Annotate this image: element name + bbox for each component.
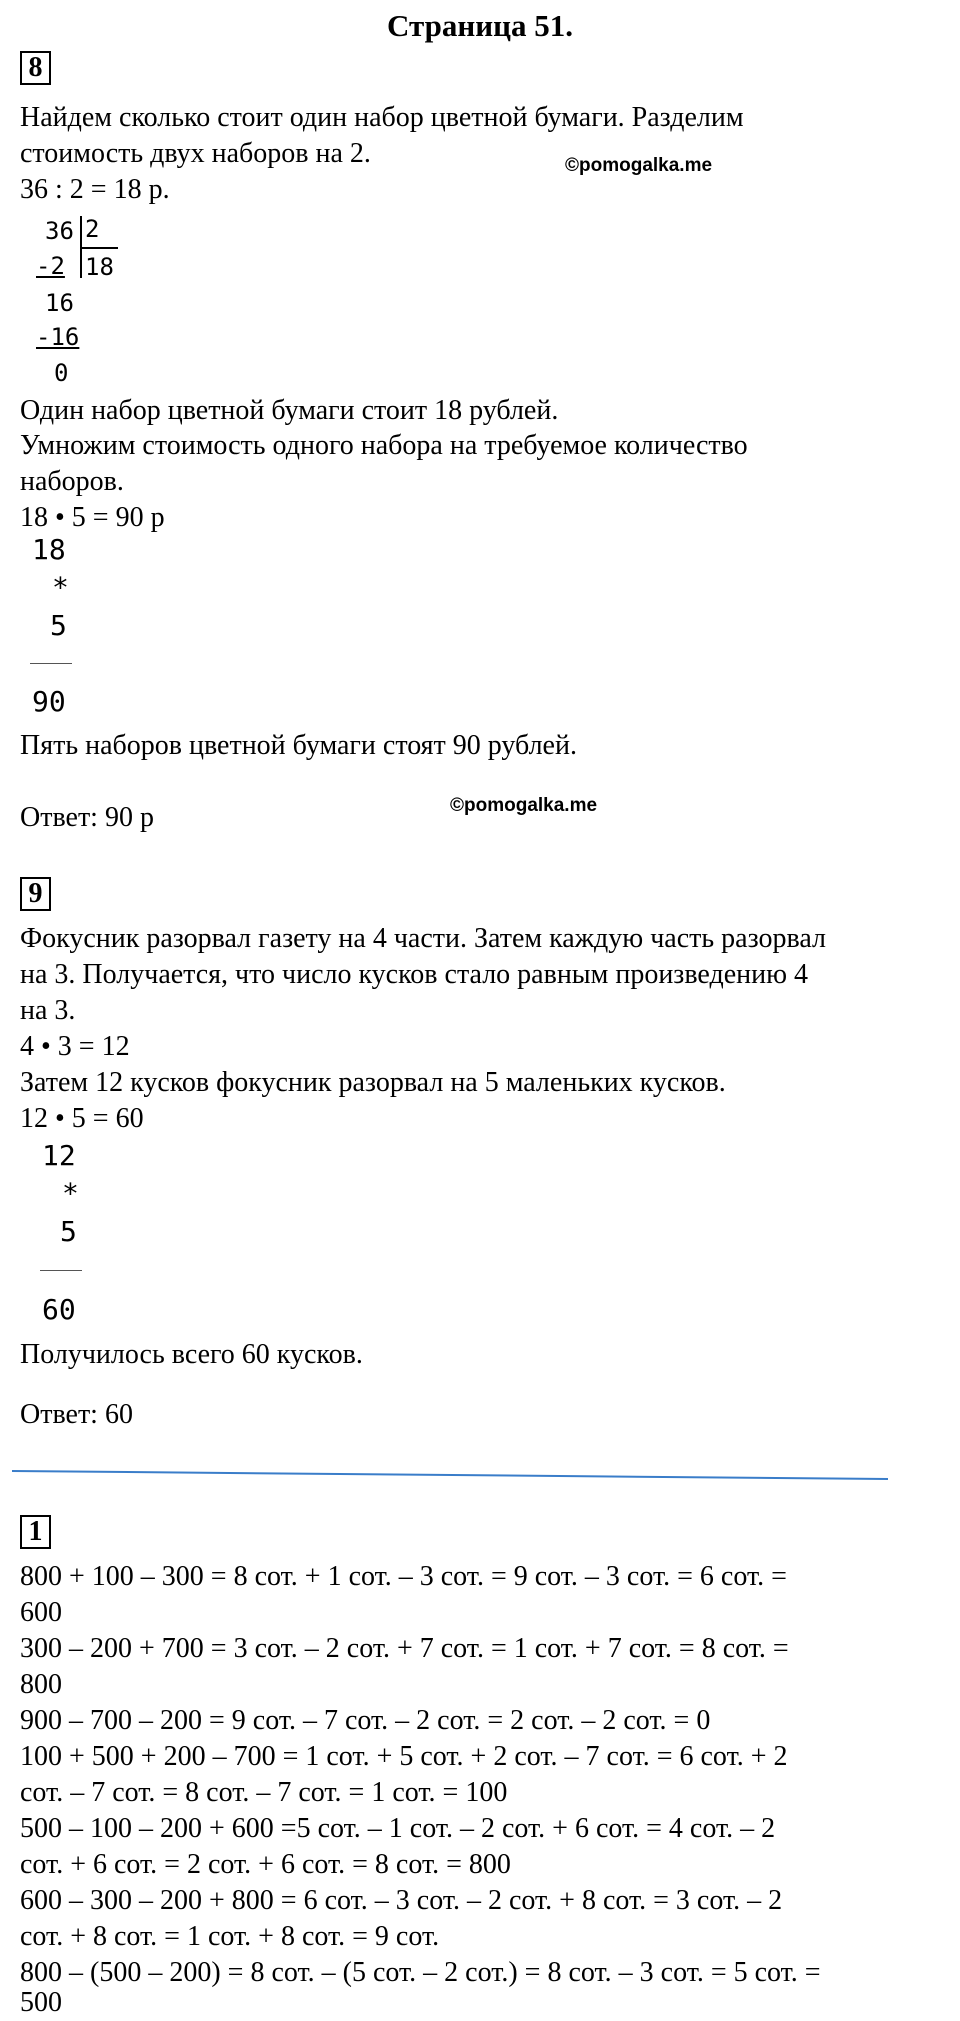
factor-2: 5 xyxy=(60,1215,77,1248)
text-line: Фокусник разорвал газету на 4 части. Затем каждую часть разорвал xyxy=(20,923,826,954)
text-line: Затем 12 кусков фокусник разорвал на 5 маленьких кусков. xyxy=(20,1067,726,1098)
factor-2: 5 xyxy=(50,609,67,642)
subtrahend-2: -16 xyxy=(36,323,80,351)
page-title: Страница 51. xyxy=(387,8,573,43)
equation-line: 800 – (500 – 200) = 8 сот. – (5 сот. – 2 сот.) = 8 сот. – 3 сот. = 5 сот. = xyxy=(20,1957,821,1988)
product: 60 xyxy=(42,1293,76,1326)
equation-line: 500 – 100 – 200 + 600 =5 сот. – 1 сот. – 2 сот. + 6 сот. = 4 сот. – 2 xyxy=(20,1813,776,1844)
result-line xyxy=(40,1270,82,1271)
text-line: Найдем сколько стоит один набор цветной бумаги. Разделим xyxy=(20,102,744,133)
text-line: на 3. xyxy=(20,995,76,1026)
operator: * xyxy=(62,1177,79,1210)
equation-line: сот. + 8 сот. = 1 сот. + 8 сот. = 9 сот. xyxy=(20,1921,440,1952)
equation-line: 36 : 2 = 18 р. xyxy=(20,174,170,205)
text-line: Один набор цветной бумаги стоит 18 рублей. xyxy=(20,395,559,426)
equation-line: сот. – 7 сот. = 8 сот. – 7 сот. = 1 сот. = 100 xyxy=(20,1777,508,1808)
equation-line: 100 + 500 + 200 – 700 = 1 сот. + 5 сот. + 2 сот. – 7 сот. = 6 сот. + 2 xyxy=(20,1741,788,1772)
equation-line: 12 • 5 = 60 xyxy=(20,1103,144,1134)
equation-line: 800 xyxy=(20,1669,62,1700)
factor-1: 18 xyxy=(32,533,66,566)
conclusion: Получилось всего 60 кусков. xyxy=(20,1339,363,1370)
quotient: 18 xyxy=(85,253,114,281)
dividend: 36 xyxy=(45,217,74,245)
text-line: стоимость двух наборов на 2. xyxy=(20,138,371,169)
text-line: на 3. Получается, что число кусков стало равным произведению 4 xyxy=(20,959,809,990)
operator: * xyxy=(52,571,69,604)
task-number-box: 1 xyxy=(20,1515,51,1549)
division-result: 0 xyxy=(54,359,69,387)
section-divider xyxy=(0,1465,960,1485)
quotient-bar xyxy=(80,247,118,249)
conclusion: Пять наборов цветной бумаги стоят 90 рублей. xyxy=(20,730,577,761)
equation-line: 500 xyxy=(20,1987,62,2018)
subtrahend-1: -2 xyxy=(36,252,65,280)
result-line xyxy=(30,663,72,664)
divisor: 2 xyxy=(85,215,100,243)
remainder-1: 16 xyxy=(45,289,74,317)
watermark: ©pomogalka.me xyxy=(450,795,598,816)
equation-line: 800 + 100 – 300 = 8 сот. + 1 сот. – 3 сот. = 9 сот. – 3 сот. = 6 сот. = xyxy=(20,1561,787,1592)
task-number-box: 8 xyxy=(20,51,51,85)
equation-line: 900 – 700 – 200 = 9 сот. – 7 сот. – 2 сот. = 2 сот. – 2 сот. = 0 xyxy=(20,1705,711,1736)
product: 90 xyxy=(32,685,66,718)
watermark: ©pomogalka.me xyxy=(565,155,713,176)
answer: Ответ: 90 р xyxy=(20,802,154,833)
equation-line: 600 xyxy=(20,1597,62,1628)
equation-line: 600 – 300 – 200 + 800 = 6 сот. – 3 сот. – 2 сот. + 8 сот. = 3 сот. – 2 xyxy=(20,1885,783,1916)
task-number-box: 9 xyxy=(20,877,51,911)
equation-line: 300 – 200 + 700 = 3 сот. – 2 сот. + 7 сот. = 1 сот. + 7 сот. = 8 сот. = xyxy=(20,1633,789,1664)
equation-line: 18 • 5 = 90 р xyxy=(20,502,165,533)
factor-1: 12 xyxy=(42,1139,76,1172)
text-line: Умножим стоимость одного набора на требуемое количество xyxy=(20,430,748,461)
text-line: наборов. xyxy=(20,466,124,497)
equation-line: сот. + 6 сот. = 2 сот. + 6 сот. = 8 сот. = 800 xyxy=(20,1849,511,1880)
answer: Ответ: 60 xyxy=(20,1399,133,1430)
equation-line: 4 • 3 = 12 xyxy=(20,1031,130,1062)
